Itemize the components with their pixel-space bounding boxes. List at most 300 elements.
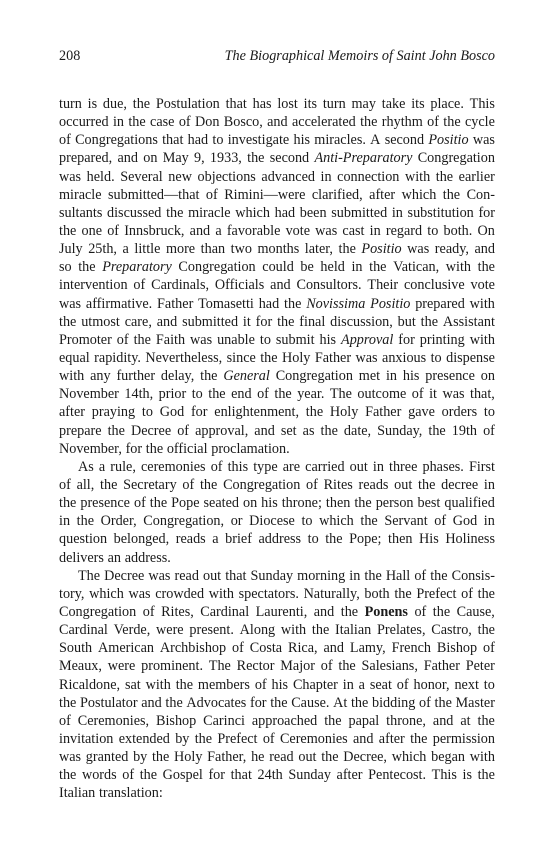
word: the <box>274 386 292 403</box>
word: Master <box>455 694 495 711</box>
word: lost <box>277 96 298 112</box>
word: the <box>320 422 338 439</box>
word: and <box>267 114 288 131</box>
word: Rica, <box>288 640 318 657</box>
word: in <box>112 114 125 131</box>
word: in <box>320 168 332 185</box>
word: with <box>208 585 234 602</box>
word: Congregation <box>223 476 301 493</box>
word: that <box>225 567 247 584</box>
word: invitation <box>59 730 114 747</box>
word: months <box>257 241 300 258</box>
text-line <box>59 403 495 421</box>
word: American <box>98 640 154 657</box>
word: with <box>469 749 495 766</box>
word: person <box>375 495 414 512</box>
text-line <box>59 530 495 548</box>
word: had <box>187 132 209 149</box>
word: so <box>59 259 72 276</box>
word: prepare <box>59 422 102 439</box>
text-line <box>59 567 495 585</box>
word: its <box>411 96 425 112</box>
word: discussed <box>107 204 162 221</box>
word: spectators. <box>238 585 299 602</box>
word: rapidity. <box>94 349 141 366</box>
word: in <box>59 513 71 530</box>
word: utmost <box>81 313 120 330</box>
word: with <box>469 295 495 312</box>
word: had <box>258 295 280 312</box>
word: Positio <box>428 132 469 149</box>
word: by <box>133 749 148 766</box>
word: Castro, <box>431 622 472 639</box>
word: in <box>483 476 495 493</box>
word: prominent. <box>141 658 203 675</box>
word: Prefect <box>217 730 258 747</box>
word: Cardinal <box>200 603 250 620</box>
word: At <box>333 694 348 711</box>
word: The <box>78 567 101 584</box>
word: of <box>396 676 409 693</box>
word: of <box>182 476 195 493</box>
text-line <box>59 222 495 240</box>
word: equal <box>59 349 90 366</box>
word: bidding <box>372 694 416 711</box>
word: Congregation <box>417 150 495 167</box>
word: a <box>122 241 129 258</box>
text-line <box>59 585 495 603</box>
word: the <box>360 114 378 131</box>
word: Naturally, <box>303 585 360 602</box>
text-line <box>59 367 495 385</box>
word: which <box>391 749 427 766</box>
word: little <box>134 241 161 258</box>
word: of <box>133 495 146 512</box>
word: of <box>257 386 269 403</box>
word: Prefect <box>416 585 457 602</box>
word: Nevertheless, <box>145 349 223 366</box>
word: of <box>142 603 155 620</box>
word: and <box>156 313 178 330</box>
word: Father <box>365 404 402 421</box>
word: by <box>175 730 190 747</box>
word: Father <box>314 349 352 366</box>
word: address <box>258 531 302 548</box>
word: Don <box>194 114 220 131</box>
text-line <box>59 95 495 113</box>
text-line <box>59 204 495 222</box>
word: Officials <box>214 277 265 294</box>
word: for <box>255 313 273 330</box>
word: three <box>389 458 418 475</box>
word: Novissima <box>306 295 366 312</box>
word: Several <box>120 168 163 185</box>
text-line <box>59 458 495 476</box>
word: Decree <box>104 567 145 584</box>
word: in <box>372 458 384 475</box>
word: the <box>194 730 213 747</box>
word: was <box>59 168 82 185</box>
word: case <box>150 114 175 131</box>
word: for <box>190 404 208 421</box>
word: address. <box>124 549 171 566</box>
word: Major <box>280 658 315 675</box>
word: Prelates, <box>377 622 426 639</box>
word: second <box>269 150 310 167</box>
page-number: 208 <box>59 48 81 64</box>
word: that <box>162 132 184 149</box>
word: Ceremonies <box>279 730 348 747</box>
word: May <box>162 150 189 167</box>
word: after <box>378 730 405 747</box>
word: the <box>434 694 452 711</box>
word: clarified, <box>311 186 363 203</box>
word: of <box>107 222 120 239</box>
text-line <box>59 512 495 530</box>
word: to <box>212 132 224 149</box>
word: Italian <box>335 622 372 639</box>
word: Holy <box>282 349 311 366</box>
word: both <box>364 585 390 602</box>
word: Their <box>367 277 399 294</box>
word: Positio <box>370 295 411 312</box>
word: favorable <box>226 222 281 239</box>
word: His <box>419 531 439 548</box>
word: place. <box>430 96 464 112</box>
word: the <box>360 513 378 530</box>
word: any <box>90 368 111 385</box>
word: take <box>381 96 406 112</box>
word: the <box>149 495 168 512</box>
word: the <box>443 114 461 131</box>
text-line <box>59 694 495 712</box>
word: had <box>274 204 296 221</box>
word: of <box>232 640 244 657</box>
text-line <box>59 385 495 403</box>
word: Ceremonies, <box>77 712 150 729</box>
word: the <box>428 422 446 439</box>
word: approached <box>251 712 318 729</box>
word: The <box>329 386 352 403</box>
word: of <box>205 186 218 203</box>
word: Italian <box>59 785 96 802</box>
word: submitted <box>182 313 239 330</box>
word: of <box>116 331 129 348</box>
word: the <box>145 440 164 457</box>
word: the <box>260 349 278 366</box>
word: miracle <box>59 186 102 203</box>
word: both. <box>443 222 473 239</box>
word: substitution <box>407 204 474 221</box>
word: affirmative. <box>85 295 153 312</box>
word: as <box>302 422 315 439</box>
word: been <box>299 204 327 221</box>
word: in <box>342 676 354 693</box>
word: the <box>277 313 295 330</box>
word: question <box>59 531 108 548</box>
word: the <box>128 114 146 131</box>
word: of <box>434 513 447 530</box>
word: Congregations <box>75 132 158 149</box>
word: 1933, <box>209 150 242 167</box>
word: enlightenment, <box>214 404 299 421</box>
word: unable <box>217 331 255 348</box>
word: printing <box>419 331 465 348</box>
word: second <box>384 132 425 149</box>
word: of <box>411 386 424 403</box>
word: was <box>442 386 465 403</box>
word: seat <box>369 676 392 693</box>
word: present. <box>189 622 234 639</box>
word: throne, <box>386 712 426 729</box>
word: the <box>139 767 158 784</box>
word: discussion, <box>330 313 393 330</box>
word: submit <box>275 331 315 348</box>
word: intervention <box>59 277 128 294</box>
word: end <box>231 386 252 403</box>
word: to <box>307 531 319 548</box>
word: reads <box>358 476 389 493</box>
word: objections <box>197 168 256 185</box>
word: belonged, <box>113 531 170 548</box>
word: his <box>293 132 311 149</box>
word: met <box>358 368 381 385</box>
text-line <box>59 712 495 730</box>
word: for <box>208 767 225 784</box>
word: Con- <box>466 186 495 203</box>
word: Carinci <box>203 712 245 729</box>
word: of <box>483 640 495 657</box>
word: God <box>159 404 185 421</box>
word: a <box>358 676 365 693</box>
word: out <box>202 567 222 584</box>
word: morning <box>297 567 346 584</box>
word: crowded <box>155 585 205 602</box>
word: investigate <box>227 132 290 149</box>
text-line <box>59 766 495 784</box>
word: presence <box>425 368 475 385</box>
word: was <box>148 567 171 584</box>
word: an <box>107 549 122 566</box>
word: proclamation. <box>211 440 290 457</box>
word: 14th, <box>124 386 154 403</box>
word: the <box>76 513 94 530</box>
word: Vatican, <box>393 259 440 276</box>
word: the <box>477 585 495 602</box>
word: Sunday, <box>377 422 423 439</box>
word: Bosco, <box>223 114 263 131</box>
word: Peter <box>465 658 495 675</box>
word: of <box>210 458 223 475</box>
word: with <box>445 259 472 276</box>
word: Cardinal <box>59 622 108 639</box>
word: Along <box>239 622 276 639</box>
word: which <box>235 204 270 221</box>
word: since <box>226 349 256 366</box>
word: phases. <box>422 458 464 475</box>
word: the <box>435 168 454 185</box>
word: was <box>472 132 495 149</box>
word: to <box>430 349 442 366</box>
word: of <box>414 567 427 584</box>
word: Innsbruck, <box>124 222 185 239</box>
word: the <box>325 531 343 548</box>
word: be <box>300 259 314 276</box>
text-line <box>59 186 495 204</box>
word: the <box>200 368 218 385</box>
word: the <box>100 476 118 493</box>
word: Father <box>157 295 194 312</box>
word: the <box>284 295 302 312</box>
word: the <box>175 676 194 693</box>
word: members <box>197 676 250 693</box>
text-line <box>59 349 495 367</box>
word: and <box>353 730 374 747</box>
word: November, <box>59 440 122 457</box>
word: the <box>430 567 448 584</box>
word: Preparatory <box>102 259 172 276</box>
word: his <box>319 331 337 348</box>
word: Cause. <box>291 694 330 711</box>
word: was <box>59 295 82 312</box>
word: that, <box>470 386 495 403</box>
word: on <box>242 495 258 512</box>
word: the <box>311 622 330 639</box>
word: miracles. <box>314 132 366 149</box>
word: Assistant <box>442 313 495 330</box>
word: Faith <box>155 331 186 348</box>
word: its <box>303 96 318 112</box>
word: for <box>398 331 415 348</box>
word: prepared, <box>59 150 113 167</box>
word: Congregation <box>178 259 256 276</box>
word: Ricaldone, <box>59 676 121 693</box>
word: was <box>59 749 82 766</box>
text-line <box>59 113 495 131</box>
word: vote <box>285 222 310 239</box>
word: 19th <box>451 422 478 439</box>
word: of <box>427 114 439 131</box>
word: is <box>462 767 472 784</box>
word: tory, <box>59 585 85 602</box>
word: of <box>461 585 473 602</box>
word: of <box>59 712 71 729</box>
word: Rites <box>323 476 353 493</box>
word: granted <box>85 749 129 766</box>
text-line <box>59 440 495 458</box>
word: with <box>59 368 85 385</box>
word: Anti-Preparatory <box>314 150 413 167</box>
text-line <box>59 748 495 766</box>
word: one <box>81 222 103 239</box>
word: on <box>480 368 495 385</box>
word: Pope <box>171 495 200 512</box>
word: he <box>251 749 265 766</box>
word: was <box>355 349 378 366</box>
word: honor, <box>413 676 450 693</box>
word: conclusive <box>404 277 465 294</box>
paragraph <box>59 95 495 458</box>
word: or <box>230 513 243 530</box>
word: Consultors. <box>296 277 362 294</box>
word: in <box>385 368 397 385</box>
word: orders <box>441 404 478 421</box>
word: Positio <box>361 241 402 258</box>
word: after <box>369 186 396 203</box>
word: The <box>208 658 231 675</box>
word: God <box>452 513 478 530</box>
word: the <box>151 749 170 766</box>
word: As <box>78 458 94 475</box>
word: Chapter <box>292 676 338 693</box>
word: Sunday <box>250 567 294 584</box>
word: submitted <box>331 204 388 221</box>
text-line <box>59 730 495 748</box>
word: Verde, <box>113 622 151 639</box>
word: Laurenti, <box>255 603 308 620</box>
word: are <box>282 458 301 475</box>
word: could <box>262 259 294 276</box>
word: the <box>208 386 226 403</box>
word: of <box>419 694 431 711</box>
text-line <box>59 313 495 331</box>
word: were <box>156 622 184 639</box>
word: was <box>315 222 338 239</box>
word: presence <box>80 495 130 512</box>
word: the <box>324 712 342 729</box>
text-line <box>59 131 495 149</box>
word: year. <box>297 386 325 403</box>
word: the <box>442 186 461 203</box>
word: Archbishop <box>159 640 227 657</box>
word: dispense <box>446 349 495 366</box>
word: on <box>143 150 158 167</box>
word: delivers <box>59 549 104 566</box>
text-line <box>59 639 495 657</box>
word: the <box>354 495 372 512</box>
word: the <box>165 694 183 711</box>
word: the <box>59 313 77 330</box>
word: cast <box>342 222 365 239</box>
word: Decree <box>130 422 172 439</box>
word: which <box>89 585 124 602</box>
word: outcome <box>357 386 407 403</box>
text-line <box>59 168 495 186</box>
word: his <box>402 368 420 385</box>
word: read <box>174 567 199 584</box>
word: Father <box>423 658 460 675</box>
word: accelerated <box>291 114 356 131</box>
word: papal <box>348 712 380 729</box>
word: Holy <box>174 749 203 766</box>
word: Pentecost. <box>368 767 427 784</box>
word: the <box>199 476 218 493</box>
word: out <box>298 749 317 766</box>
word: occurred <box>59 114 109 131</box>
word: of <box>133 277 146 294</box>
text-line <box>59 149 495 167</box>
word: decree <box>441 476 479 493</box>
word: the <box>270 694 288 711</box>
word: of <box>483 422 495 439</box>
word: for <box>249 694 267 711</box>
word: brief <box>225 531 252 548</box>
word: throne; <box>281 495 322 512</box>
word: Secretary <box>123 476 177 493</box>
word: 24th <box>257 767 283 784</box>
word: anxious <box>382 349 427 366</box>
word: of <box>262 730 275 747</box>
